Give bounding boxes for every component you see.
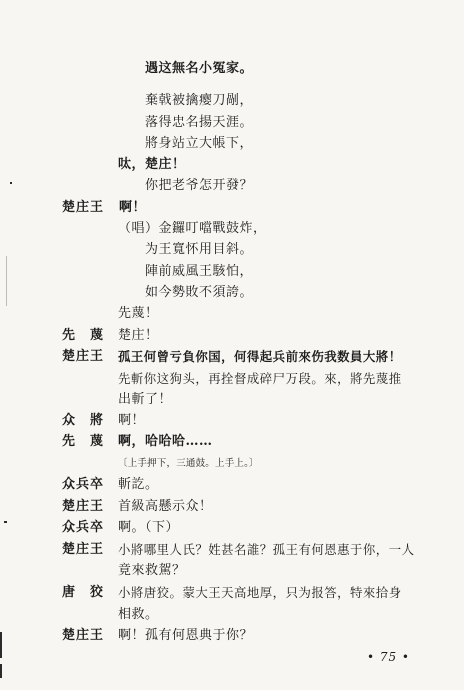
dialogue-line: 孤王何曾亏負你国，何得起兵前來伤我数員大將！ [118,349,402,364]
speaker-name: 唐 狡 [62,585,105,600]
speaker-name: 楚庄王 [62,542,105,557]
speaker-name: 先 蔑 [62,328,105,343]
dialogue-line: 啊。（下） [118,520,180,535]
dialogue-line: 啊！ [118,413,146,428]
dialogue-line: 出斬了！ [118,392,173,407]
dialogue-line: 啊！ [119,200,147,215]
speaker-name: 楚庄王 [62,200,105,215]
verse-line: 如今勢敗不須誇。 [145,285,254,300]
scan-speck [10,182,12,184]
dialogue-line: 小將唐狡。蒙大王天高地厚，只为报答，特來拾身 [118,585,402,600]
verse-line: （唱）金鑼叮噹戰鼓炸， [118,221,267,236]
scan-edge-mark [6,256,7,306]
dialogue-line: 先蔑！ [118,306,159,321]
speaker-name: 先 蔑 [62,434,105,449]
speaker-name: 楚庄王 [62,349,105,364]
verse-line: 棄戟被擒瘿刀剮， [145,93,254,108]
verse-line: 陣前威風王駭怕， [145,264,254,279]
dialogue-line: 小將哪里人氏？姓甚名誰？孤王有何恩惠于你，一人 [118,542,415,557]
speaker-name: 众兵卒 [62,477,105,492]
dialogue-line: 首級高懸示众！ [118,499,213,514]
verse-line: 將身站立大帳下， [145,136,254,151]
dialogue-line: 竟來救駕？ [118,563,186,578]
scan-edge-mark [0,632,2,658]
verse-line: 你把老爷怎开發？ [145,178,254,193]
page-number: • 75 • [366,650,410,664]
dialogue-line: 呔，楚庄！ [118,157,186,172]
speaker-name: 楚庄王 [62,628,105,643]
dialogue-line: 相救。 [118,607,159,622]
speaker-name: 众 將 [62,413,105,428]
dialogue-line: 斬訖。 [118,477,159,492]
dialogue-line: 先斬你这狗头，再拴督成碎尸万段。來，將先蔑推 [118,371,402,386]
verse-line: 遇这無名小冤家。 [145,61,254,76]
scan-speck [4,521,7,523]
scan-edge-mark [0,664,2,678]
dialogue-line: 啊，哈哈哈…… [118,434,213,449]
verse-line: 落得忠名揚天涯。 [145,115,254,130]
speaker-name: 众兵卒 [62,520,105,535]
speaker-name: 楚庄王 [62,499,105,514]
stage-direction: 〔上手押下，三通鼓。上手上。〕 [118,458,259,469]
verse-line: 为王寬怀用目斜。 [145,242,254,257]
dialogue-line: 楚庄！ [118,328,159,343]
dialogue-line: 啊！孤有何恩典于你？ [118,628,254,643]
